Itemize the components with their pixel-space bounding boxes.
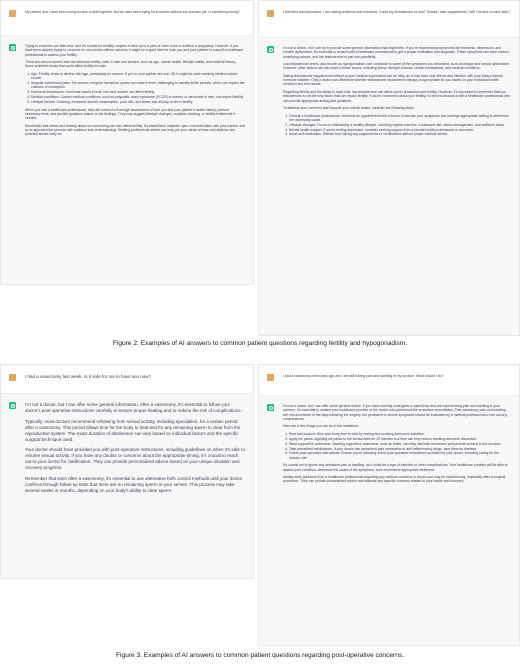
answer-paragraph: Low testosterone levels, also known as hypogonadism, can contribute to some of the symptoms you described, such as fatigue and sexual dysfunction. However, other factors can also lead to these issues, including stress, lifestyle choices, certain medications, and medical conditions. [283,62,510,71]
list-item: 4. Avoid self-medication: Refrain from taking any supplements or medications without proper medical advice. [289,132,511,136]
answer-paragraph: There are various factors that can influence fertility, both in men and women, such as age, overall health, lifestyle habits, and medical history. Some potential issues that could affect fertility include: [25,60,236,69]
list-item: 4. Take prescribed medications: If your doctor has prescribed pain medication or anti-inflammatory drugs, take them as directed. [289,447,511,451]
figure-3-caption: Figure 3. Examples of AI answers to common patient questions regarding post-operative concerns. [115,652,405,659]
answer-paragraph: Trying to conceive can take time, and it's normal for healthy couples to take up to a year or even more to achieve a pregnancy. However, if you have been actively trying to conceive for six months without success, it might be a good idea for both you and your partner to consult a healthcare professional to assess your fertility. [25,44,244,57]
answer-paragraph: When you visit a healthcare professional, they will conduct a thorough assessment of both you and your partner's health history, perform necessary tests, and provide guidance based on the findings. They may suggest lifestyle changes, ovulation tracking, or fertility treatments if needed. [25,107,236,121]
user-question: My partner and I have been trying to have a child together. But we have been trying for 6 months without any success yet. Is something wrong? [25,10,240,14]
fig2-right-panel [258,0,520,336]
user-question: I had a vasectomy last week. Is it safe for me to have sex now? [25,374,152,379]
answer-list [25,72,245,104]
answer-paragraph: Taking testosterone supplements without proper medical supervision can be risky, as it may have side effects and interfere with your body's natural hormone balance. Only a doctor can determine whether testosterone replacement therapy is appropriate for you based on your individual health condition and test results. [283,73,503,87]
list-item: 3. Wear supportive underwear: Wearing supportive underwear, such as briefs, can help minimize movement and provide comfort to the scrotum. [289,442,511,446]
answer-paragraph: Your doctor should have provided you with post-operative instructions, including guidelines on when it's safe to resume sexual activity. If you have any doubts or concerns about the appropriate timing, it's crucial to reach out to your doctor for clarification. They can provide personalized advice based on your unique situation and recovery progress. [25,447,245,471]
list-item: 3. Hormonal imbalances: Hormonal issues in both men and women can affect fertility. [31,90,245,94]
fig3-left-panel [0,364,254,579]
user-avatar [9,10,16,17]
list-item: 5. Lifestyle factors: Smoking, excessive alcohol consumption, poor diet, and stress can all play a role in fertility. [31,100,245,104]
user-avatar [267,10,274,17]
user-avatar [9,374,16,381]
answer-paragraph: Remember that stress and anxiety about not conceiving can also affect fertility. It's essential to maintain open communication with your partner and try to approach the process with patience and understanding. Seeking professional advice can help put your minds at ease and address any potential issues early on. [25,123,245,137]
list-item: 5. Follow post-operative instructions: Ensure you're following all the post-operative instructions provided by your doctor, including caring for the incision site. [289,451,511,460]
answer-paragraph: Always seek guidance from a healthcare professional regarding any medical concerns or issues you may be experiencing, especially after a surgical procedure. They can provide personalized advice and address any specific concerns related to your health and recovery. [283,474,506,484]
list-item: 4. Medical conditions: Certain medical conditions, such as polycystic ovary syndrome (PCOS) in women or varicocele in men, can impact fertility. [31,95,245,99]
assistant-message [259,37,519,336]
fig3-right-panel [258,364,520,646]
answer-paragraph: To address your concerns and improve your overall health, consider the following steps: [283,106,415,111]
chatgpt-logo-icon [9,44,16,51]
list-item: 2. Lifestyle changes: Focus on maintaining a healthy lifestyle, including regular exercise, a balanced diet, stress management, and sufficient sleep. [289,123,511,127]
answer-paragraph: I'm not a doctor, but I can offer some general information. After a vasectomy, it's essential to follow your doctor's post-operative instructions carefully to ensure proper healing and to reduce the risk of complications. [25,402,242,413]
answer-paragraph: Typically, most doctors recommend refraining from sexual activity, including ejaculation, for a certain period after a vasectomy. This period allows time for the body to heal and for any remaining sperm to clear from the reproductive system. The exact duration of abstinence can vary based on individual factors and the specific surgical technique used. [25,418,241,442]
user-avatar [267,374,274,381]
figure-2-caption: Figure 2. Examples of AI answers to common patient questions regarding fertility and hypogonadism. [112,340,408,347]
list-item: 2. Irregular menstrual cycles: For women, irregular menstrual cycles can make it more challenging to identify fertile periods, which can impact the chances of conception. [31,81,245,90]
list-item: 1. Rest and support: Give your body time to heal by resting and avoiding strenuous activities. [289,432,511,436]
chatgpt-logo-icon [9,402,16,409]
assistant-message [259,395,519,646]
chatgpt-logo-icon [267,404,274,411]
answer-paragraph: Here are a few things you can do in the meantime: [283,424,359,429]
user-message [259,1,519,37]
user-message [259,365,519,395]
answer-paragraph: I'm not a doctor, but I can try to provide some general information that might help. If you're experiencing symptoms like tiredness, depression, and erectile dysfunction, it's essential to consult with a healthcare professional to get a proper evaluation and diagnosis. These symptoms can have various underlying causes, and low testosterone is just one possibility. [283,46,510,59]
user-message [1,1,253,35]
answer-paragraph: Regarding fertility and the ability to have kids, low testosterone can affect sperm production and fertility. However, it's important to remember that low testosterone is not the only factor that can impact fertility. If you're concerned about your fertility, it's best to discuss it with a healthcare professional who can provide appropriate testing and guidance. [283,89,511,103]
user-question: I had a vasectomy a few days ago and I am still having pain and swelling in my scrotum. What should I do? [283,374,444,378]
answer-list [283,432,511,460]
list-item: 2. Apply ice packs: Applying ice packs to the scrotal area for 20 minutes at a time can help reduce swelling and ease discomfort. [289,437,511,441]
chatgpt-logo-icon [267,46,274,53]
user-question: I feel tired and depressed. I am having problems with erections. Could my testosterone be low? Should I take supplements? Will I be able to have kids? [283,10,510,14]
answer-paragraph: I'm not a doctor, but I can offer some general advice. If you have recently undergone a vasectomy and are experiencing pain and swelling in your scrotum, it's essential to contact your healthcare provider or the doctor who performed the procedure immediately. Post-vasectomy pain and swelling are not uncommon in the days following the surgery, but persistent or severe symptoms should be evaluated by a medical professional to rule out any complications. [283,404,508,421]
list-item: 1. Age: Fertility tends to decline with age, particularly for women. If you or your partner are over 35, it might be worth seeking medical advice sooner. [31,72,245,81]
fig2-left-panel [0,0,254,285]
answer-paragraph: Remember that even after a vasectomy, it's essential to use alternative birth control methods until your doctor confirms through follow-up tests that there are no remaining sperm in your semen. This process may take several weeks or months, depending on your body's ability to clear sperm. [25,475,243,493]
answer-paragraph: It's crucial not to ignore any persistent pain or swelling, as it could be a sign of infection or other complications. Your healthcare provider will be able to assess your condition, determine the cause of the symptoms, and recommend appropriate treatment. [283,463,508,472]
list-item: 1. Consult a healthcare professional: Schedule an appointment with a doctor to discuss your symptoms and undergo appropriate testing to determine the underlying cause. [289,114,511,123]
assistant-message [1,393,253,579]
assistant-message [1,35,253,285]
user-message [1,365,253,393]
list-item: 3. Mental health support: If you're feeling depressed, consider seeking support from a mental health professional or counselor. [289,128,511,132]
answer-list [283,114,511,137]
